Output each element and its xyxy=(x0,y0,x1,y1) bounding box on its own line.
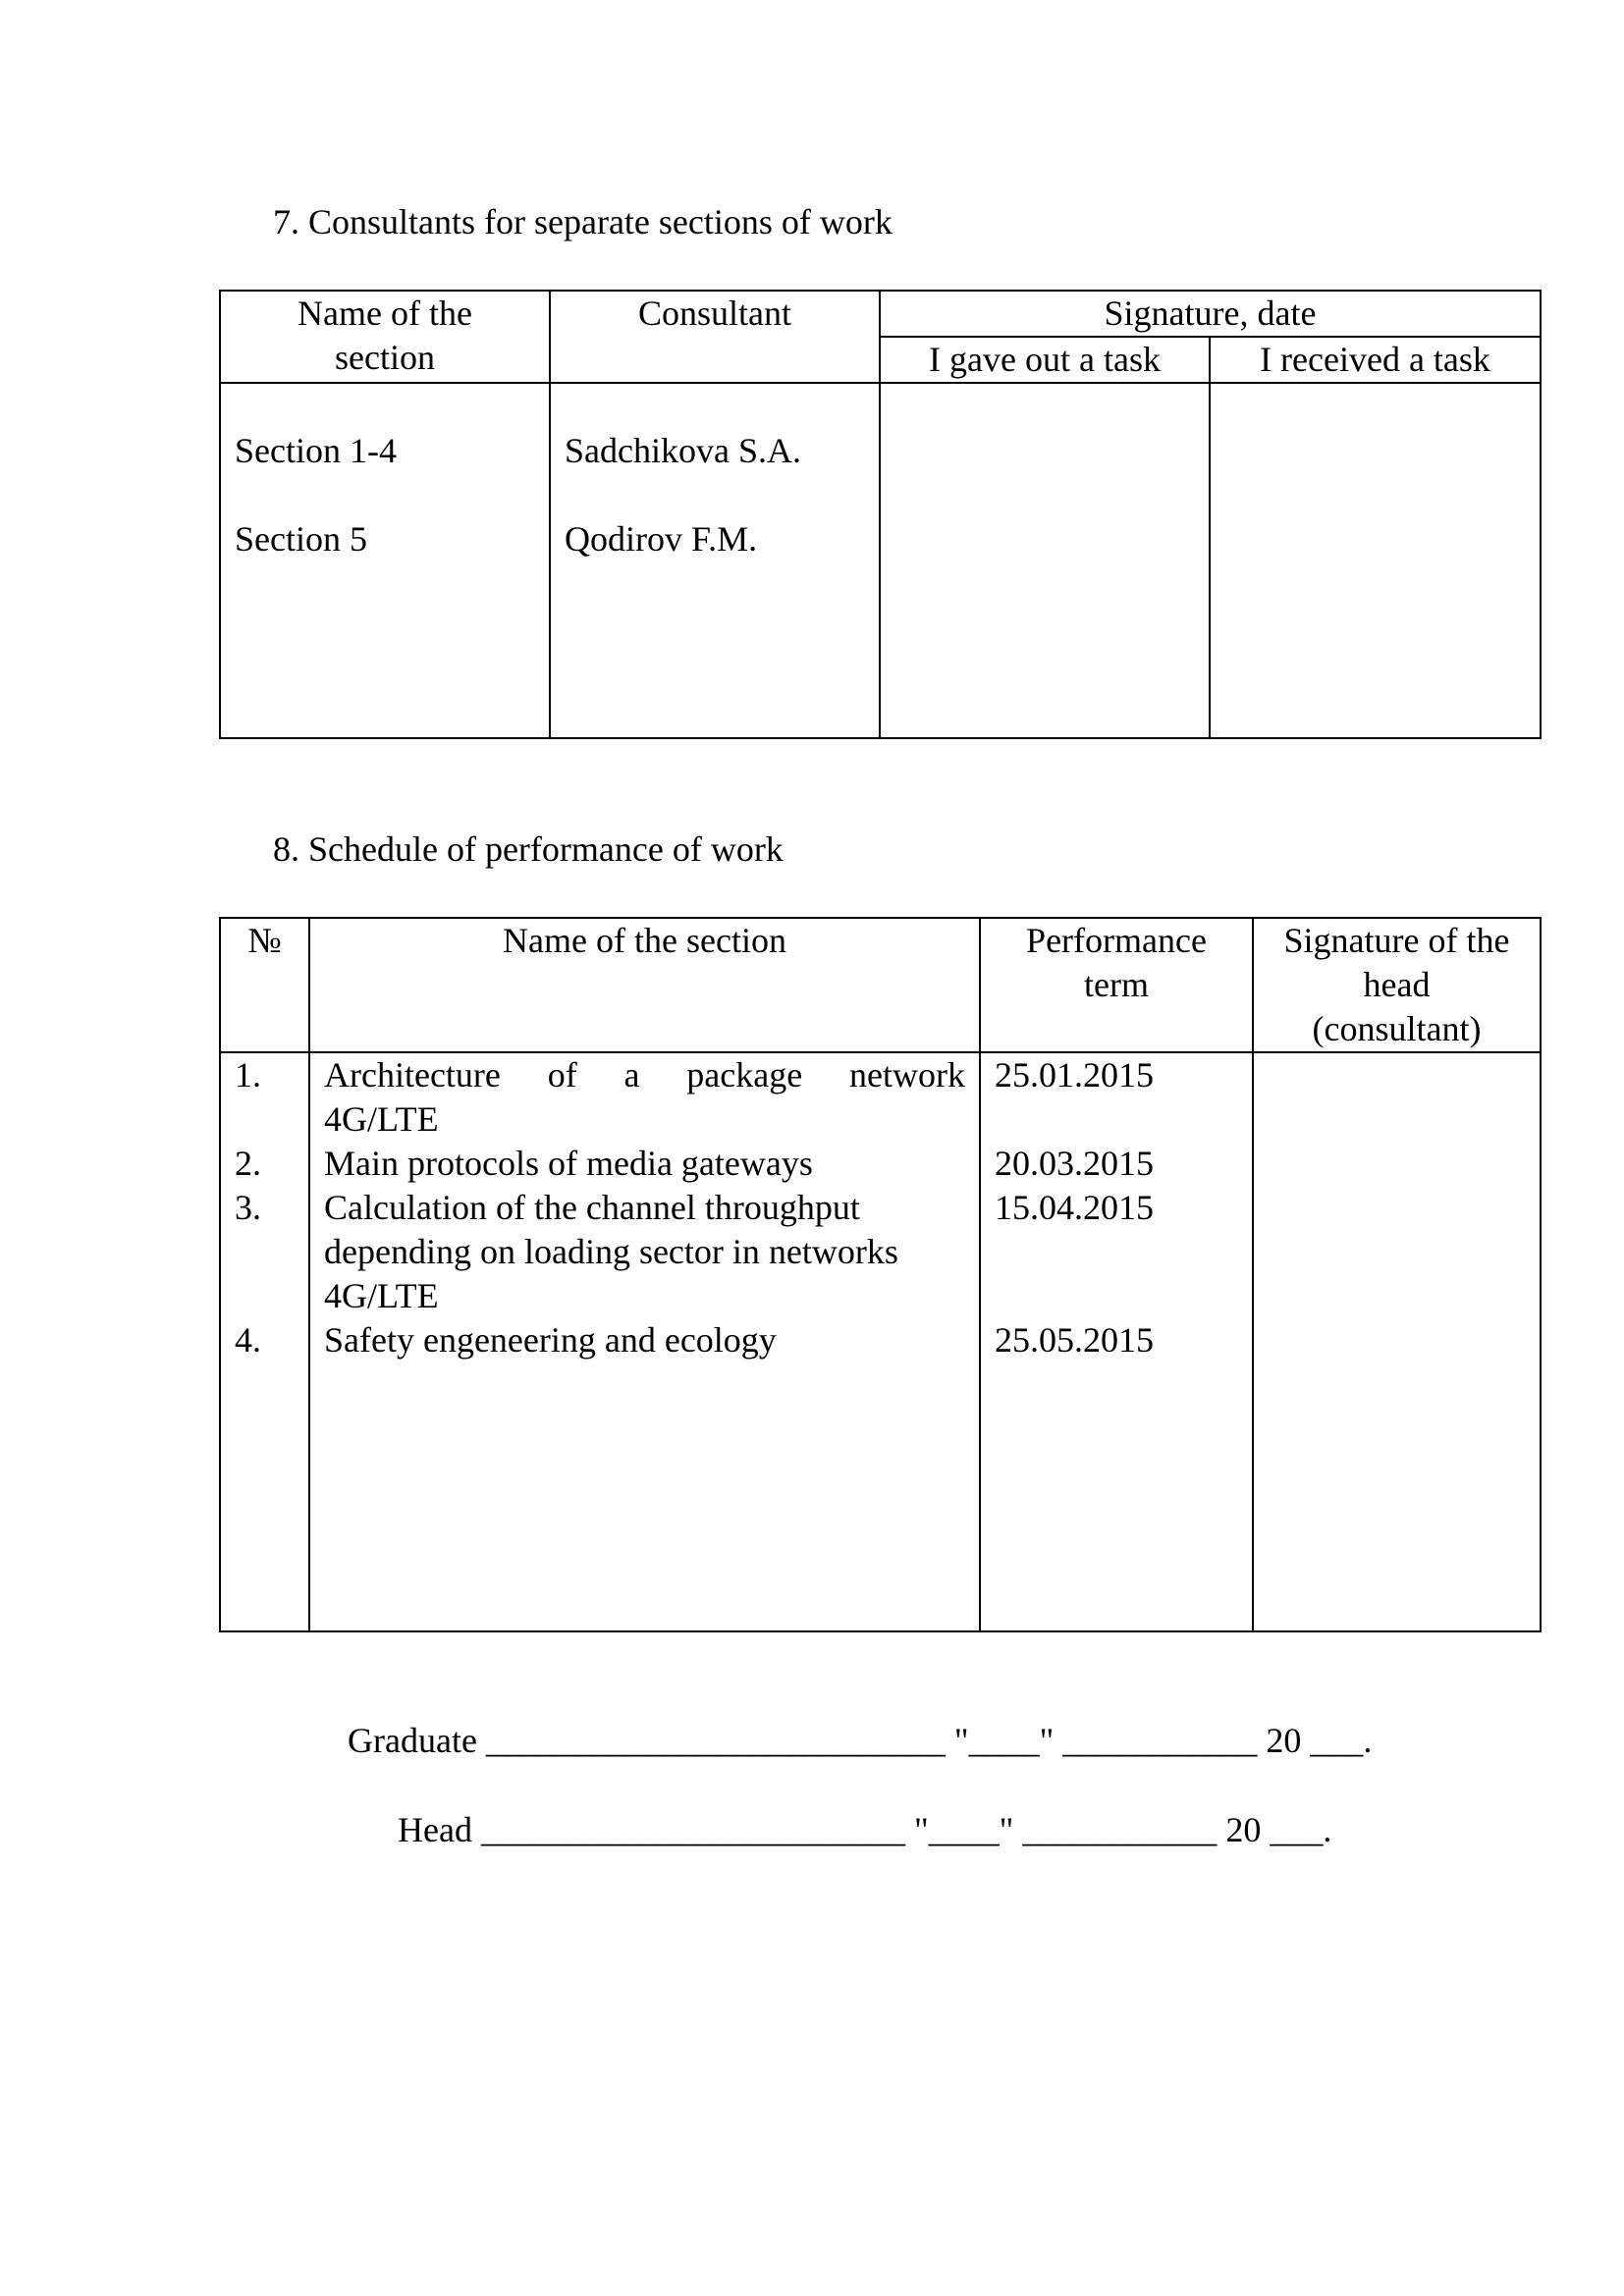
row-name-line: depending on loading sector in networks xyxy=(324,1232,898,1271)
row-number: 4. xyxy=(235,1320,261,1360)
header-gave-task-label: I gave out a task xyxy=(929,340,1161,379)
header-consultant-label: Consultant xyxy=(637,294,791,333)
terms-cell xyxy=(980,1052,1253,1631)
row-name-line: Safety engeneering and ecology xyxy=(324,1320,777,1360)
row-name-line: Architecture of a package network xyxy=(324,1055,965,1095)
row-name-line: Main protocols of media gateways xyxy=(324,1144,813,1183)
row-number: 3. xyxy=(235,1188,261,1227)
header-sig-line1: Signature of the xyxy=(1283,921,1510,960)
header-signature-head xyxy=(1253,918,1541,1052)
header-signature-date xyxy=(880,291,1541,337)
sections-cell xyxy=(220,383,550,738)
graduate-signature-line: Graduate __________________________ "____" ___________ 20 ___. xyxy=(348,1721,1373,1760)
header-number xyxy=(220,918,309,1052)
header-term-line1: Performance xyxy=(1026,921,1207,960)
numbers-cell xyxy=(220,1052,309,1631)
received-task-signature-cell xyxy=(1210,383,1541,738)
row-term: 20.03.2015 xyxy=(995,1144,1154,1183)
row-name-line: 4G/LTE xyxy=(324,1099,439,1139)
section7-heading: 7. Consultants for separate sections of work xyxy=(273,202,893,241)
header-name-of-section xyxy=(309,918,980,1052)
section8-heading: 8. Schedule of performance of work xyxy=(273,829,784,869)
row-name-line: 4G/LTE xyxy=(324,1276,439,1315)
header-consultant xyxy=(550,291,880,383)
header-sig-line2: head xyxy=(1363,965,1431,1004)
header-number-label: № xyxy=(247,921,282,960)
table-row-consultant: Sadchikova S.A. xyxy=(565,431,801,470)
row-number: 2. xyxy=(235,1144,261,1183)
consultants-table xyxy=(219,290,1542,739)
header-signature-date-label: Signature, date xyxy=(1104,294,1317,333)
row-term: 15.04.2015 xyxy=(995,1188,1154,1227)
header-gave-task xyxy=(880,337,1210,383)
row-name-line: Calculation of the channel throughput xyxy=(324,1188,860,1227)
schedule-table xyxy=(219,917,1542,1632)
row-term: 25.01.2015 xyxy=(995,1055,1154,1095)
header-name-line1: Name of the xyxy=(298,294,472,333)
head-signature-line: Head ________________________ "____" ___________ 20 ___. xyxy=(398,1810,1332,1849)
header-name-label: Name of the section xyxy=(503,921,786,960)
row-number: 1. xyxy=(235,1055,261,1095)
head-signature-cell xyxy=(1253,1052,1541,1631)
table-row-section: Section 5 xyxy=(235,519,367,559)
consultants-cell xyxy=(550,383,880,738)
names-cell xyxy=(309,1052,980,1631)
header-name-line2: section xyxy=(335,338,435,377)
header-performance-term xyxy=(980,918,1253,1052)
header-term-line2: term xyxy=(1084,965,1149,1004)
header-name-of-section xyxy=(220,291,550,383)
header-sig-line3: (consultant) xyxy=(1312,1009,1482,1048)
header-received-task xyxy=(1210,337,1541,383)
header-received-task-label: I received a task xyxy=(1260,340,1490,379)
row-term: 25.05.2015 xyxy=(995,1320,1154,1360)
table-row-section: Section 1-4 xyxy=(235,431,397,470)
gave-task-signature-cell xyxy=(880,383,1210,738)
table-row-consultant: Qodirov F.M. xyxy=(565,519,758,559)
